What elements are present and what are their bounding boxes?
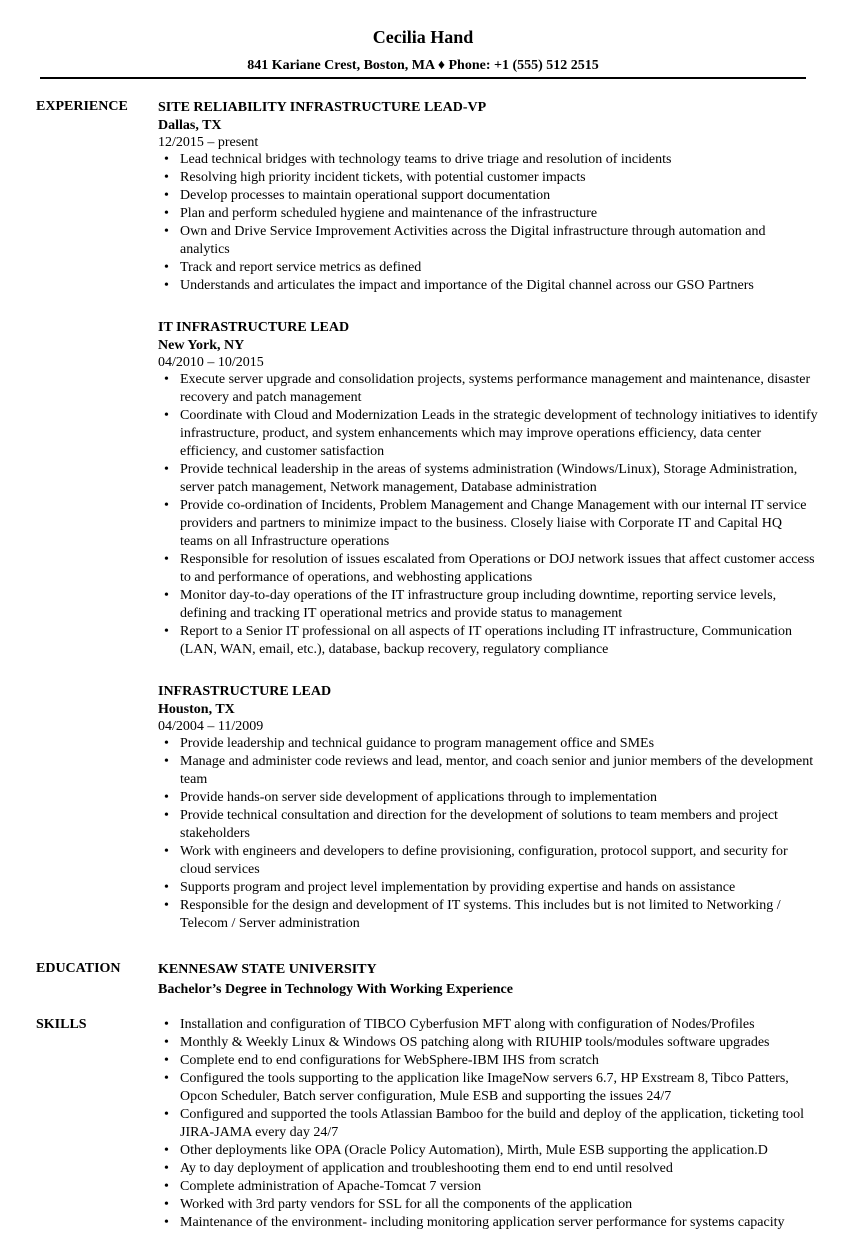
job-location: Dallas, TX [158,118,222,133]
skill-bullet: • Worked with 3rd party vendors for SSL for all the components of the application [158,1196,818,1214]
job-bullet: • Provide leadership and technical guidance to program management office and SMEs [158,735,818,753]
skill-bullet: • Installation and configuration of TIBCO Cyberfusion MFT along with configuration of Nodes/Profiles [158,1016,818,1034]
job-bullet: • Provide hands-on server side development of applications through to implementation [158,789,818,807]
job-bullet: • Supports program and project level implementation by providing expertise and hands on assistance [158,879,818,897]
school-name: KENNESAW STATE UNIVERSITY [158,962,377,977]
job-dates: 12/2015 – present [158,135,259,150]
job-bullet: • Resolving high priority incident tickets, with potential customer impacts [158,169,818,187]
job-bullet: • Work with engineers and developers to define provisioning, configuration, protocol support, and security for cloud services [158,843,818,879]
job-title: SITE RELIABILITY INFRASTRUCTURE LEAD-VP [158,100,487,115]
skill-bullet: • Complete administration of Apache-Tomcat 7 version [158,1178,818,1196]
job-entry [158,99,818,295]
skills-heading: SKILLS [36,1017,87,1032]
skill-bullet: • Maintenance of the environment- including monitoring application server performance for systems capacity [158,1214,818,1232]
job-dates: 04/2010 – 10/2015 [158,355,264,370]
experience-heading: EXPERIENCE [36,99,128,114]
job-bullet: • Manage and administer code reviews and lead, mentor, and coach senior and junior members of the development team [158,753,818,789]
job-location: New York, NY [158,338,245,353]
skill-bullet: • Monthly & Weekly Linux & Windows OS patching along with RIUHIP tools/modules software upgrades [158,1034,818,1052]
job-bullet: • Provide technical consultation and direction for the development of solutions to team members and project stakeholders [158,807,818,843]
job-entry [158,319,818,659]
candidate-name: Cecilia Hand [372,27,474,47]
skill-bullet: • Other deployments like OPA (Oracle Policy Automation), Mirth, Mule ESB supporting the application.D [158,1142,818,1160]
job-bullet: • Lead technical bridges with technology teams to drive triage and resolution of incidents [158,151,818,169]
job-location: Houston, TX [158,702,235,717]
degree-name: Bachelor’s Degree in Technology With Working Experience [158,982,513,997]
job-bullet: • Execute server upgrade and consolidation projects, systems performance management and maintenance, disaster recovery and patch management [158,371,818,407]
job-bullet: • Monitor day-to-day operations of the IT infrastructure group including downtime, reporting service levels, defining and tracking IT operational metrics and provide status to management [158,587,818,623]
skills-bullet-list [158,1016,818,1232]
job-bullet: • Responsible for the design and development of IT systems. This includes but is not limited to Networking / Telecom / Server administration [158,897,818,933]
job-bullet: • Provide co-ordination of Incidents, Problem Management and Change Management with our internal IT service providers and partners to minimize impact to the business. Closely liaise with Corporate IT and Capital HQ teams on all Infrastructure operations [158,497,818,551]
job-bullet: • Develop processes to maintain operational support documentation [158,187,818,205]
resume-header [40,26,806,75]
job-bullet: • Responsible for resolution of issues escalated from Operations or DOJ network issues that affect customer access to and performance of operations, and webhosting applications [158,551,818,587]
job-bullet-list [158,371,818,659]
job-title: IT INFRASTRUCTURE LEAD [158,320,350,335]
contact-line: 841 Kariane Crest, Boston, MA ♦ Phone: +1 (555) 512 2515 [247,58,599,73]
job-bullet: • Own and Drive Service Improvement Activities across the Digital infrastructure through automation and analytics [158,223,818,259]
job-bullet: • Coordinate with Cloud and Modernization Leads in the strategic development of technology initiatives to identify infrastructure, product, and system enhancements which may improve operations efficiency, data center efficiency, and customer satisfaction [158,407,818,461]
skill-bullet: • Complete end to end configurations for WebSphere-IBM IHS from scratch [158,1052,818,1070]
education-heading: EDUCATION [36,961,121,976]
skills-entry [158,1016,818,1232]
skill-bullet: • Ay to day deployment of application and troubleshooting them end to end until resolved [158,1160,818,1178]
job-bullet-list [158,151,818,295]
job-entry [158,683,818,933]
skill-bullet: • Configured and supported the tools Atlassian Bamboo for the build and deploy of the application, ticketing tool JIRA-JAMA every day 24/7 [158,1106,818,1142]
job-bullet: • Plan and perform scheduled hygiene and maintenance of the infrastructure [158,205,818,223]
job-bullet: • Understands and articulates the impact and importance of the Digital channel across our GSO Partners [158,277,818,295]
education-entry [158,961,818,999]
header-divider [40,77,806,79]
job-bullet: • Provide technical leadership in the areas of systems administration (Windows/Linux), Storage Administration, server patch management, Network management, Database administration [158,461,818,497]
job-title: INFRASTRUCTURE LEAD [158,684,332,699]
job-bullet-list [158,735,818,933]
skill-bullet: • Configured the tools supporting to the application like ImageNow servers 6.7, HP Exstream 8, Tibco Patters, Opcon Scheduler, Batch server configuration, Mule ESB and supporting the issues 24/7 [158,1070,818,1106]
job-dates: 04/2004 – 11/2009 [158,719,264,734]
job-bullet: • Track and report service metrics as defined [158,259,818,277]
job-bullet: • Report to a Senior IT professional on all aspects of IT operations including IT infrastructure, Communication (LAN, WAN, email, etc.), database, backup recovery, regulatory compliance [158,623,818,659]
